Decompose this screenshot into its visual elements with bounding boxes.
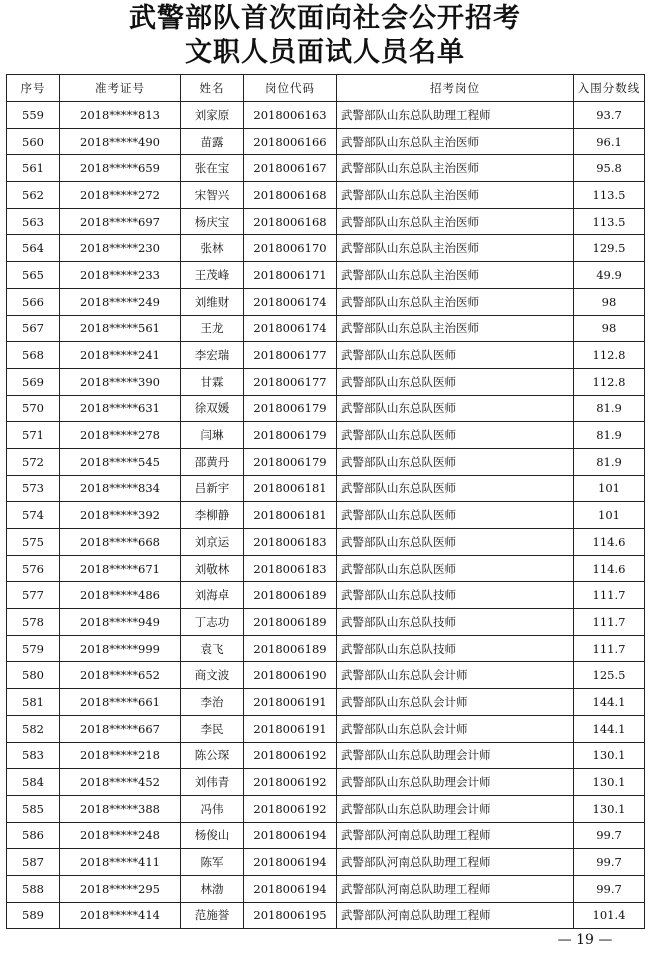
- cell-exam-id: 2018*****278: [60, 422, 181, 449]
- table-row: [7, 502, 645, 529]
- cell-cutoff: 98: [574, 315, 645, 342]
- cell-name: 张在宝: [181, 155, 244, 182]
- cell-post: 武警部队山东总队医师: [337, 475, 574, 502]
- cell-post-code: 2018006179: [244, 395, 337, 422]
- cell-cutoff: 96.1: [574, 128, 645, 155]
- cell-name: 林渤: [181, 875, 244, 902]
- cell-cutoff: 95.8: [574, 155, 645, 182]
- cell-seq: 583: [7, 742, 60, 769]
- cell-exam-id: 2018*****486: [60, 582, 181, 609]
- cell-name: 苗露: [181, 128, 244, 155]
- cell-post-code: 2018006195: [244, 902, 337, 929]
- cell-seq: 585: [7, 795, 60, 822]
- cell-cutoff: 130.1: [574, 769, 645, 796]
- page-number: — 19 —: [557, 932, 613, 948]
- cell-post: 武警部队山东总队医师: [337, 395, 574, 422]
- cell-post-code: 2018006177: [244, 342, 337, 369]
- header-exam-id: 准考证号: [60, 75, 181, 102]
- cell-seq: 566: [7, 288, 60, 315]
- cell-post: 武警部队山东总队医师: [337, 422, 574, 449]
- table-row: [7, 582, 645, 609]
- table-row: [7, 822, 645, 849]
- candidate-table: [6, 74, 645, 929]
- cell-name: 范施誉: [181, 902, 244, 929]
- cell-cutoff: 130.1: [574, 742, 645, 769]
- cell-cutoff: 112.8: [574, 342, 645, 369]
- cell-exam-id: 2018*****490: [60, 128, 181, 155]
- cell-cutoff: 130.1: [574, 795, 645, 822]
- table-row: [7, 875, 645, 902]
- cell-cutoff: 99.7: [574, 875, 645, 902]
- cell-exam-id: 2018*****834: [60, 475, 181, 502]
- cell-post-code: 2018006189: [244, 582, 337, 609]
- cell-post-code: 2018006191: [244, 715, 337, 742]
- cell-post-code: 2018006179: [244, 448, 337, 475]
- cell-name: 陈公琛: [181, 742, 244, 769]
- cell-post-code: 2018006163: [244, 102, 337, 129]
- table-row: [7, 689, 645, 716]
- cell-seq: 561: [7, 155, 60, 182]
- cell-seq: 565: [7, 262, 60, 289]
- cell-seq: 579: [7, 635, 60, 662]
- cell-post: 武警部队山东总队主治医师: [337, 235, 574, 262]
- table-row: [7, 422, 645, 449]
- cell-cutoff: 112.8: [574, 368, 645, 395]
- cell-exam-id: 2018*****233: [60, 262, 181, 289]
- cell-name: 甘霖: [181, 368, 244, 395]
- cell-exam-id: 2018*****241: [60, 342, 181, 369]
- cell-post: 武警部队山东总队会计师: [337, 689, 574, 716]
- cell-cutoff: 114.6: [574, 529, 645, 556]
- cell-name: 陈军: [181, 849, 244, 876]
- cell-post: 武警部队山东总队助理会计师: [337, 769, 574, 796]
- cell-name: 王龙: [181, 315, 244, 342]
- cell-cutoff: 81.9: [574, 395, 645, 422]
- cell-seq: 582: [7, 715, 60, 742]
- table-row: [7, 902, 645, 929]
- cell-name: 商文波: [181, 662, 244, 689]
- cell-post: 武警部队河南总队助理工程师: [337, 875, 574, 902]
- table-row: [7, 182, 645, 209]
- header-name: 姓名: [181, 75, 244, 102]
- cell-exam-id: 2018*****813: [60, 102, 181, 129]
- cell-post: 武警部队山东总队主治医师: [337, 182, 574, 209]
- cell-exam-id: 2018*****545: [60, 448, 181, 475]
- cell-exam-id: 2018*****388: [60, 795, 181, 822]
- cell-exam-id: 2018*****561: [60, 315, 181, 342]
- cell-post-code: 2018006192: [244, 769, 337, 796]
- cell-name: 刘伟青: [181, 769, 244, 796]
- cell-name: 袁飞: [181, 635, 244, 662]
- cell-cutoff: 93.7: [574, 102, 645, 129]
- cell-name: 李民: [181, 715, 244, 742]
- cell-post: 武警部队山东总队技师: [337, 635, 574, 662]
- cell-post: 武警部队山东总队助理会计师: [337, 742, 574, 769]
- cell-post: 武警部队山东总队技师: [337, 609, 574, 636]
- cell-cutoff: 99.7: [574, 849, 645, 876]
- cell-cutoff: 111.7: [574, 582, 645, 609]
- cell-name: 杨庆宝: [181, 208, 244, 235]
- table-row: [7, 555, 645, 582]
- cell-post-code: 2018006189: [244, 635, 337, 662]
- cell-seq: 578: [7, 609, 60, 636]
- cell-exam-id: 2018*****392: [60, 502, 181, 529]
- cell-post: 武警部队山东总队主治医师: [337, 155, 574, 182]
- cell-exam-id: 2018*****390: [60, 368, 181, 395]
- cell-exam-id: 2018*****949: [60, 609, 181, 636]
- cell-post: 武警部队河南总队助理工程师: [337, 849, 574, 876]
- cell-exam-id: 2018*****999: [60, 635, 181, 662]
- cell-exam-id: 2018*****249: [60, 288, 181, 315]
- table-row: [7, 609, 645, 636]
- cell-cutoff: 144.1: [574, 689, 645, 716]
- cell-seq: 563: [7, 208, 60, 235]
- cell-post: 武警部队山东总队会计师: [337, 715, 574, 742]
- cell-cutoff: 101.4: [574, 902, 645, 929]
- cell-post: 武警部队山东总队医师: [337, 368, 574, 395]
- cell-exam-id: 2018*****631: [60, 395, 181, 422]
- table-row: [7, 262, 645, 289]
- table-row: [7, 368, 645, 395]
- cell-name: 刘京运: [181, 529, 244, 556]
- cell-cutoff: 111.7: [574, 635, 645, 662]
- cell-cutoff: 98: [574, 288, 645, 315]
- cell-post: 武警部队山东总队医师: [337, 342, 574, 369]
- cell-post: 武警部队山东总队助理工程师: [337, 102, 574, 129]
- cell-post-code: 2018006191: [244, 689, 337, 716]
- cell-post: 武警部队河南总队助理工程师: [337, 902, 574, 929]
- cell-cutoff: 81.9: [574, 422, 645, 449]
- cell-post: 武警部队山东总队主治医师: [337, 128, 574, 155]
- table-row: [7, 635, 645, 662]
- cell-exam-id: 2018*****218: [60, 742, 181, 769]
- table-body: [7, 102, 645, 929]
- cell-cutoff: 111.7: [574, 609, 645, 636]
- cell-name: 李宏瑞: [181, 342, 244, 369]
- header-post-code: 岗位代码: [244, 75, 337, 102]
- cell-seq: 581: [7, 689, 60, 716]
- cell-name: 张林: [181, 235, 244, 262]
- cell-seq: 559: [7, 102, 60, 129]
- cell-post: 武警部队山东总队主治医师: [337, 288, 574, 315]
- cell-seq: 570: [7, 395, 60, 422]
- table-row: [7, 342, 645, 369]
- cell-post: 武警部队山东总队医师: [337, 555, 574, 582]
- cell-post-code: 2018006174: [244, 315, 337, 342]
- cell-post-code: 2018006183: [244, 529, 337, 556]
- table-row: [7, 102, 645, 129]
- cell-post-code: 2018006179: [244, 422, 337, 449]
- cell-post-code: 2018006168: [244, 182, 337, 209]
- cell-cutoff: 113.5: [574, 208, 645, 235]
- cell-cutoff: 129.5: [574, 235, 645, 262]
- cell-cutoff: 49.9: [574, 262, 645, 289]
- cell-name: 王茂峰: [181, 262, 244, 289]
- cell-post-code: 2018006177: [244, 368, 337, 395]
- cell-exam-id: 2018*****452: [60, 769, 181, 796]
- table-row: [7, 742, 645, 769]
- header-seq: 序号: [7, 75, 60, 102]
- cell-post: 武警部队山东总队医师: [337, 502, 574, 529]
- cell-post-code: 2018006194: [244, 822, 337, 849]
- cell-cutoff: 144.1: [574, 715, 645, 742]
- cell-name: 杨俊山: [181, 822, 244, 849]
- cell-post: 武警部队河南总队助理工程师: [337, 822, 574, 849]
- table-row: [7, 128, 645, 155]
- table-row: [7, 235, 645, 262]
- cell-name: 邵黄丹: [181, 448, 244, 475]
- cell-name: 李治: [181, 689, 244, 716]
- table-row: [7, 529, 645, 556]
- cell-seq: 575: [7, 529, 60, 556]
- document-title-line1: 武警部队首次面向社会公开招考: [129, 3, 521, 34]
- cell-seq: 589: [7, 902, 60, 929]
- cell-exam-id: 2018*****671: [60, 555, 181, 582]
- cell-name: 刘海卓: [181, 582, 244, 609]
- cell-seq: 580: [7, 662, 60, 689]
- cell-post-code: 2018006171: [244, 262, 337, 289]
- table-row: [7, 155, 645, 182]
- cell-seq: 564: [7, 235, 60, 262]
- cell-cutoff: 114.6: [574, 555, 645, 582]
- cell-cutoff: 99.7: [574, 822, 645, 849]
- cell-seq: 571: [7, 422, 60, 449]
- cell-seq: 569: [7, 368, 60, 395]
- header-post: 招考岗位: [337, 75, 574, 102]
- cell-post-code: 2018006194: [244, 849, 337, 876]
- table-row: [7, 475, 645, 502]
- table-row: [7, 315, 645, 342]
- cell-post-code: 2018006166: [244, 128, 337, 155]
- cell-post-code: 2018006190: [244, 662, 337, 689]
- cell-post: 武警部队山东总队主治医师: [337, 262, 574, 289]
- document-title-line2: 文职人员面试人员名单: [185, 37, 465, 68]
- cell-name: 宋智兴: [181, 182, 244, 209]
- header-cutoff: 入围分数线: [574, 75, 645, 102]
- cell-post: 武警部队山东总队主治医师: [337, 315, 574, 342]
- cell-exam-id: 2018*****248: [60, 822, 181, 849]
- cell-seq: 562: [7, 182, 60, 209]
- cell-exam-id: 2018*****659: [60, 155, 181, 182]
- table-row: [7, 769, 645, 796]
- table-row: [7, 448, 645, 475]
- cell-post-code: 2018006174: [244, 288, 337, 315]
- cell-post-code: 2018006181: [244, 475, 337, 502]
- table-row: [7, 849, 645, 876]
- cell-post-code: 2018006170: [244, 235, 337, 262]
- cell-seq: 568: [7, 342, 60, 369]
- cell-exam-id: 2018*****652: [60, 662, 181, 689]
- cell-seq: 573: [7, 475, 60, 502]
- cell-exam-id: 2018*****661: [60, 689, 181, 716]
- cell-exam-id: 2018*****411: [60, 849, 181, 876]
- table-row: [7, 715, 645, 742]
- cell-post-code: 2018006167: [244, 155, 337, 182]
- cell-post: 武警部队山东总队医师: [337, 529, 574, 556]
- cell-exam-id: 2018*****414: [60, 902, 181, 929]
- cell-name: 刘维财: [181, 288, 244, 315]
- cell-post-code: 2018006168: [244, 208, 337, 235]
- cell-seq: 574: [7, 502, 60, 529]
- table-row: [7, 288, 645, 315]
- table-row: [7, 395, 645, 422]
- cell-post: 武警部队山东总队助理会计师: [337, 795, 574, 822]
- cell-cutoff: 101: [574, 502, 645, 529]
- cell-exam-id: 2018*****668: [60, 529, 181, 556]
- cell-seq: 577: [7, 582, 60, 609]
- cell-exam-id: 2018*****230: [60, 235, 181, 262]
- cell-seq: 560: [7, 128, 60, 155]
- cell-post: 武警部队山东总队医师: [337, 448, 574, 475]
- cell-exam-id: 2018*****667: [60, 715, 181, 742]
- cell-name: 徐双媛: [181, 395, 244, 422]
- cell-name: 闫琳: [181, 422, 244, 449]
- table-row: [7, 662, 645, 689]
- cell-seq: 588: [7, 875, 60, 902]
- cell-name: 刘敬林: [181, 555, 244, 582]
- cell-post: 武警部队山东总队技师: [337, 582, 574, 609]
- cell-name: 吕新宇: [181, 475, 244, 502]
- cell-name: 丁志功: [181, 609, 244, 636]
- cell-exam-id: 2018*****295: [60, 875, 181, 902]
- cell-name: 刘家原: [181, 102, 244, 129]
- cell-cutoff: 113.5: [574, 182, 645, 209]
- table-header-row: [7, 75, 645, 102]
- cell-exam-id: 2018*****697: [60, 208, 181, 235]
- table-row: [7, 208, 645, 235]
- cell-post: 武警部队山东总队主治医师: [337, 208, 574, 235]
- cell-exam-id: 2018*****272: [60, 182, 181, 209]
- cell-name: 冯伟: [181, 795, 244, 822]
- cell-cutoff: 125.5: [574, 662, 645, 689]
- cell-seq: 576: [7, 555, 60, 582]
- cell-post-code: 2018006181: [244, 502, 337, 529]
- table-row: [7, 795, 645, 822]
- cell-post-code: 2018006194: [244, 875, 337, 902]
- cell-seq: 584: [7, 769, 60, 796]
- cell-name: 李柳静: [181, 502, 244, 529]
- cell-seq: 586: [7, 822, 60, 849]
- cell-seq: 572: [7, 448, 60, 475]
- cell-post-code: 2018006183: [244, 555, 337, 582]
- cell-seq: 567: [7, 315, 60, 342]
- cell-post-code: 2018006192: [244, 795, 337, 822]
- cell-post: 武警部队山东总队会计师: [337, 662, 574, 689]
- cell-post-code: 2018006189: [244, 609, 337, 636]
- cell-seq: 587: [7, 849, 60, 876]
- cell-post-code: 2018006192: [244, 742, 337, 769]
- cell-cutoff: 101: [574, 475, 645, 502]
- cell-cutoff: 81.9: [574, 448, 645, 475]
